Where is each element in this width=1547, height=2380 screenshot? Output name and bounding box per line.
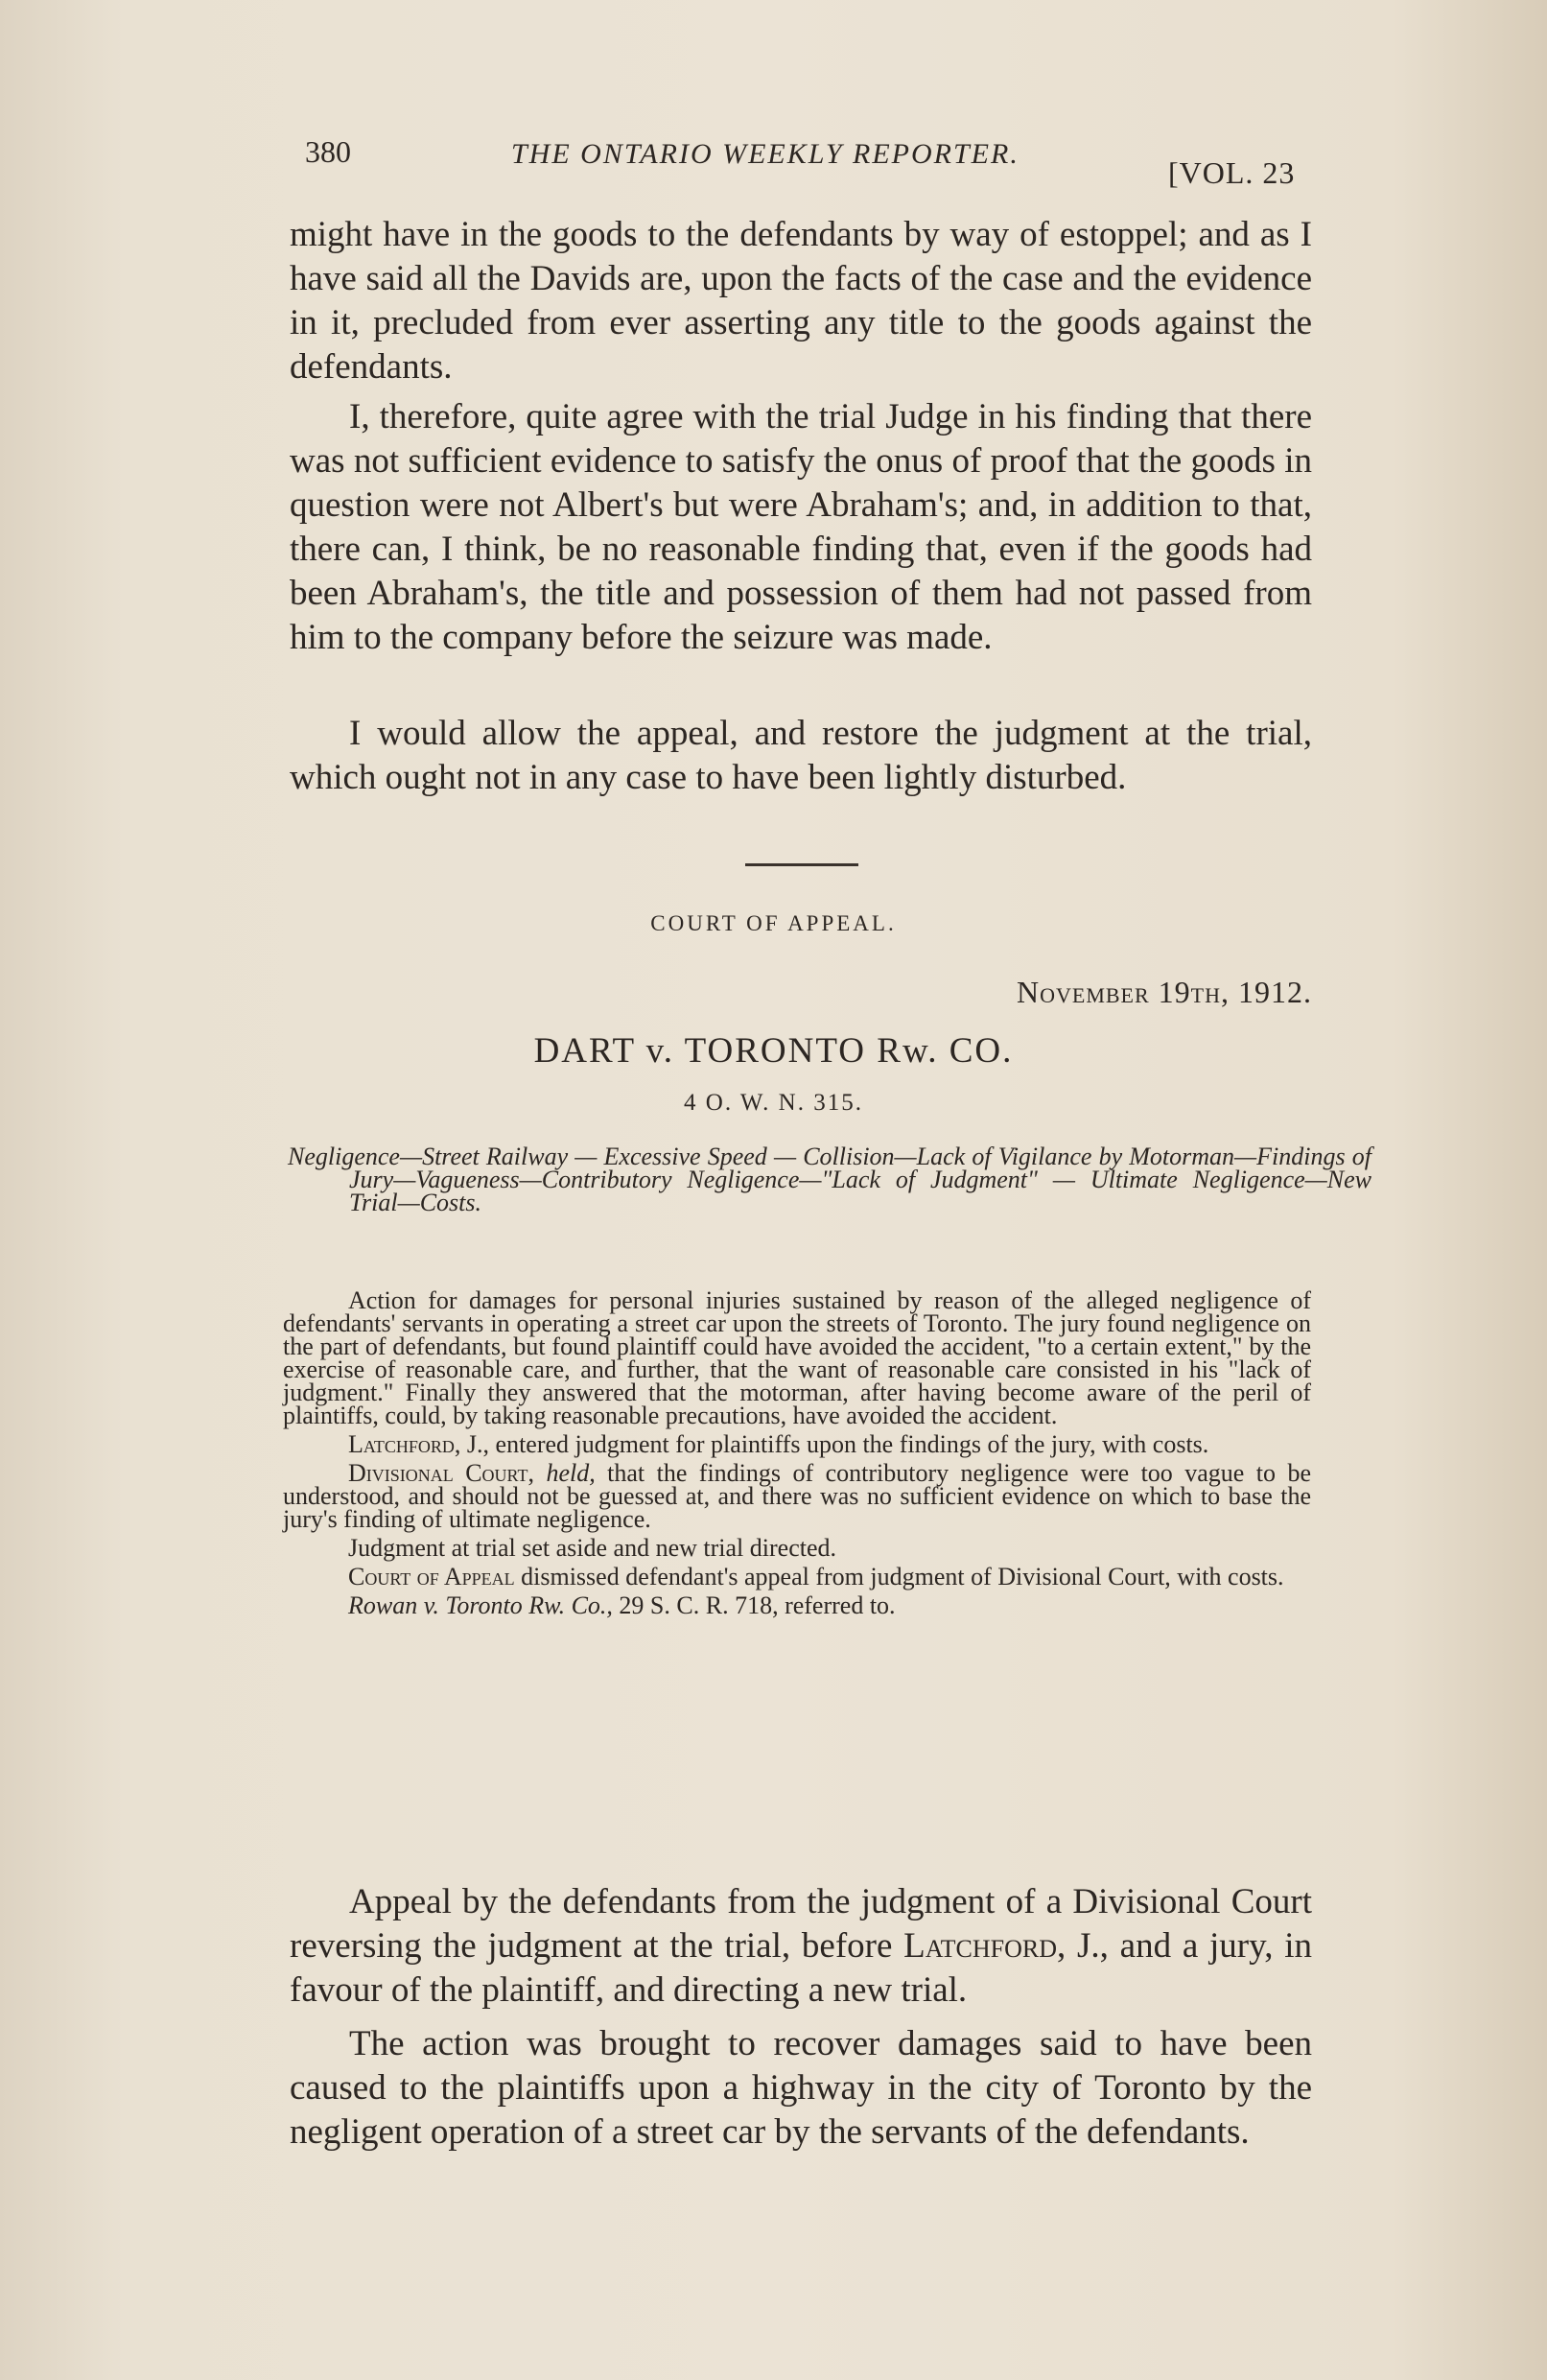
paragraph-appeal: Appeal by the defendants from the judgment of a Divisional Court reversing the judgment at the trial, before Latchford, J., and a jury, in favour of the plaintiff, and directing a new trial. <box>290 1882 1312 2010</box>
syllabus-order: Judgment at trial set aside and new trial directed. <box>348 1534 836 1562</box>
syllabus-trial-judgment: Latchford, J., entered judgment for plaintiffs upon the findings of the jury, with costs. <box>348 1430 1209 1458</box>
paragraph-action: The action was brought to recover damages said to have been caused to the plaintiffs upon a highway in the city of Toronto by the negligent operation of a street car by the servants of the defendants. <box>290 2024 1312 2152</box>
paragraph-allow-appeal: I would allow the appeal, and restore the judgment at the trial, which ought not in any case to have been lightly disturbed. <box>290 714 1312 797</box>
divisional-court-label: Divisional Court, <box>348 1459 534 1487</box>
page-number: 380 <box>305 134 351 169</box>
syllabus-appeal: Court of Appeal dismissed defendant's appeal from judgment of Divisional Court, with costs. <box>348 1563 1284 1591</box>
syllabus-divisional-court: Divisional Court, held, that the findings of contributory negligence were too vague to be understood, and should not be guessed at, and there was no sufficient evidence on which to base the jury's finding of ultimate negligence. <box>283 1459 1311 1533</box>
syllabus-facts: Action for damages for personal injuries sustained by reason of the alleged negligence of defendants' servants in operating a street car upon the streets of Toronto. The jury found negligence on the part of defendants, but found plaintiff could have avoided the accident, "to a certain extent," by the exercise of reasonable care, and further, that the want of reasonable care consisted in his "lack of judgment." Finally they answered that the motorman, after having become aware of the peril of plaintiffs, could, by taking reasonable precautions, have avoided the accident. <box>283 1286 1311 1429</box>
decision-date: November 19th, 1912. <box>1017 975 1312 1009</box>
judge-name: Latchford <box>903 1926 1057 1966</box>
court-of-appeal-label: Court of Appeal <box>348 1563 515 1591</box>
referenced-case: Rowan v. Toronto Rw. Co., <box>348 1591 613 1619</box>
syllabus-reference: Rowan v. Toronto Rw. Co., 29 S. C. R. 718, referred to. <box>348 1591 896 1619</box>
syllabus <box>283 1286 1311 1623</box>
running-title: THE ONTARIO WEEKLY REPORTER. <box>511 138 1020 170</box>
case-citation: 4 O. W. N. 315. <box>684 1090 863 1116</box>
judge-name: Latchford, J., <box>348 1430 490 1458</box>
held-label: held, <box>546 1459 596 1487</box>
volume-label: [VOL. 23 <box>1168 155 1296 190</box>
paragraph-estoppel: might have in the goods to the defendants by way of estoppel; and as I have said all the Davids are, upon the facts of the case and the evidence in it, precluded from ever asserting any title to the goods against the defendants. <box>290 215 1312 387</box>
headnote: Negligence—Street Railway — Excessive Speed — Collision—Lack of Vigilance by Motorman—Findings of Jury—Vagueness—Contributory Negligence—"Lack of Judgment" — Ultimate Negligence—New Trial—Costs. <box>288 1143 1371 1216</box>
court-heading: COURT OF APPEAL. <box>650 911 897 935</box>
section-divider <box>745 863 858 866</box>
paragraph-finding: I, therefore, quite agree with the trial Judge in his finding that there was not sufficient evidence to satisfy the onus of proof that the goods in question were not Albert's but were Abraham's; and, in addition to that, there can, I think, be no reasonable finding that, even if the goods had been Abraham's, the title and possession of them had not passed from him to the company before the seizure was made. <box>290 397 1312 657</box>
case-title: DART v. TORONTO Rw. CO. <box>533 1031 1014 1071</box>
running-header <box>305 130 1312 188</box>
